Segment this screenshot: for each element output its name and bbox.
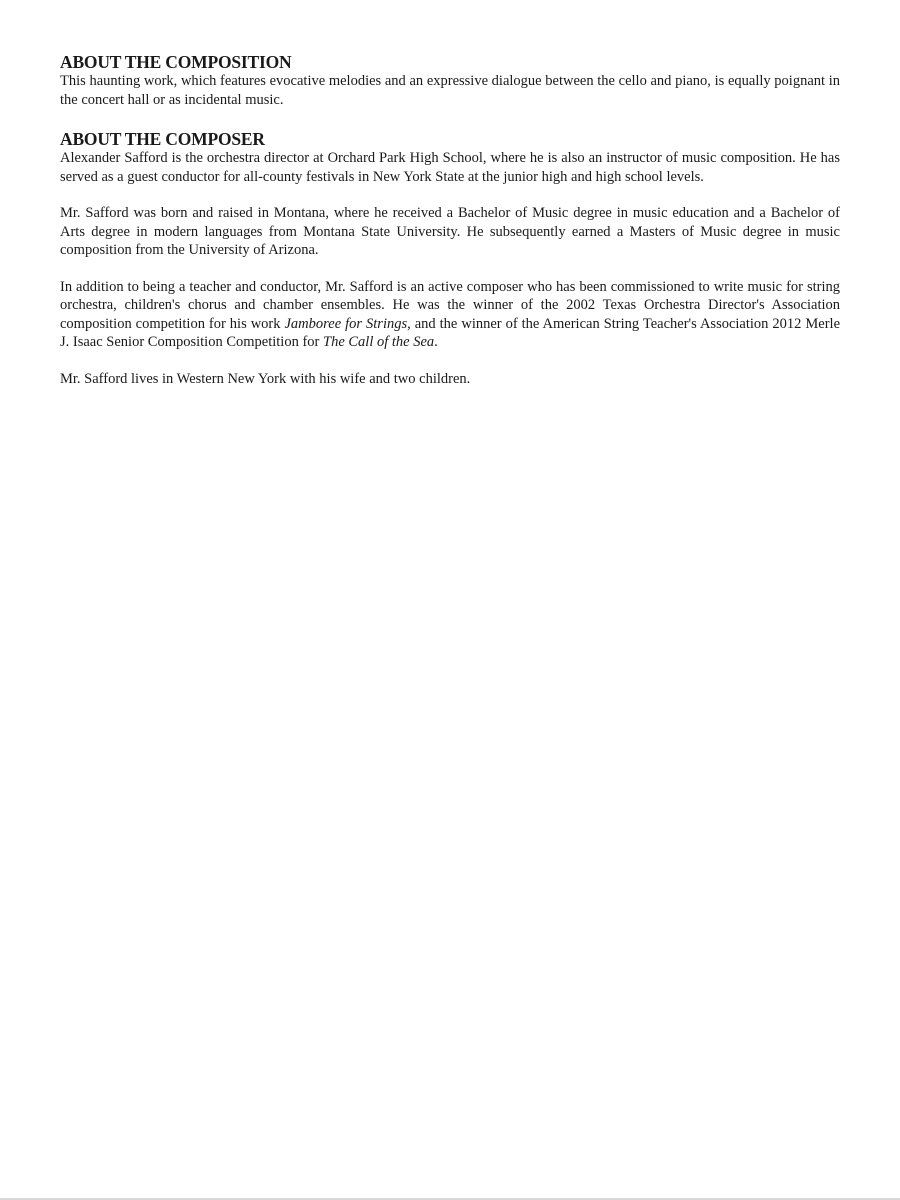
composer-paragraph-1: Alexander Safford is the orchestra director at Orchard Park High School, where he is also an instructor of music composition. He has served as a guest conductor for all-county festivals in New York State at the junior high and high school levels.	[60, 150, 840, 185]
composer-paragraph-3-part-a: In addition to being a teacher and conductor, Mr. Safford is an active composer who has been commissioned to write music for string orchestra, children's chorus and chamber ensembles. He was the winner of the 2002 Texas Orchestra Director's Association composition competition for his work	[60, 278, 840, 332]
composer-paragraph-3-part-c: .	[434, 334, 438, 350]
composer-paragraph-3-part-b: , and the winner of the American String Teacher's Association 2012 Merle J. Isaac Senior Composition Competition for	[60, 315, 841, 350]
composer-paragraph-4: Mr. Safford lives in Western New York with his wife and two children.	[60, 370, 471, 387]
about-composition-section	[60, 52, 840, 109]
composer-paragraph-2: Mr. Safford was born and raised in Montana, where he received a Bachelor of Music degree in music education and a Bachelor of Arts degree in modern languages from Montana State University. He subsequently earned a Masters of Music degree in music composition from the University of Arizona.	[60, 205, 840, 258]
about-composer-section	[60, 129, 840, 388]
about-composition-heading: ABOUT THE COMPOSITION	[60, 52, 292, 72]
work-title-call-of-the-sea: The Call of the Sea	[323, 334, 435, 350]
work-title-jamboree: Jamboree for Strings	[284, 315, 408, 332]
composer-paragraph-3	[60, 278, 840, 352]
composition-paragraph: This haunting work, which features evocative melodies and an expressive dialogue between the cello and piano, is equally poignant in the concert hall or as incidental music.	[60, 73, 840, 108]
document-page	[60, 52, 840, 408]
about-composer-heading: ABOUT THE COMPOSER	[60, 129, 265, 149]
